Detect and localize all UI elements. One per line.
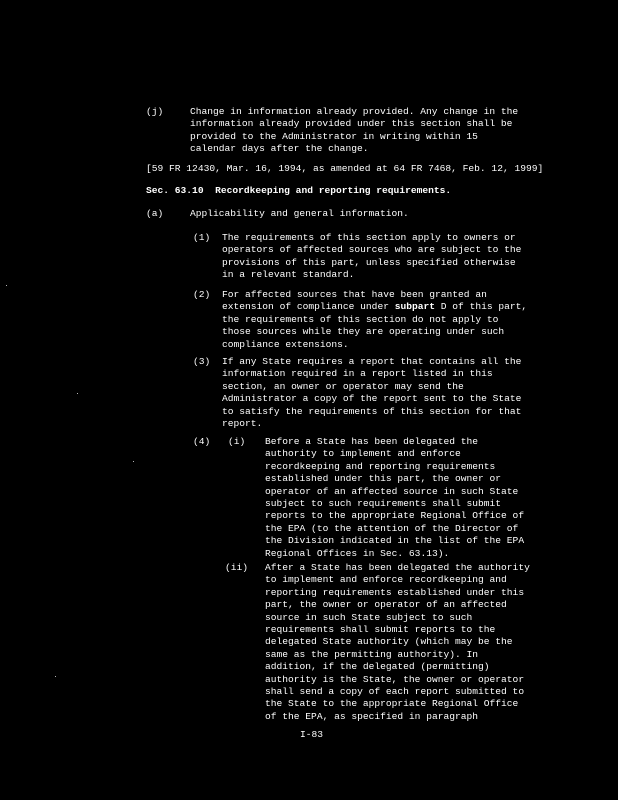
sub-item-4-ii-label: (ii) <box>225 562 249 573</box>
sub-item-2-text-before: For affected sources that have been granted an extension of compliance under <box>222 289 487 313</box>
sub-item-4-label: (4) <box>193 436 211 447</box>
item-j-label: (j) <box>146 106 164 117</box>
sub-item-2-label: (2) <box>193 289 211 300</box>
item-a-text: Applicability and general information. <box>190 208 409 219</box>
scan-speck <box>55 676 56 677</box>
section-heading: Sec. 63.10 Recordkeeping and reporting requirements. <box>146 185 452 196</box>
sub-item-3-text: If any State requires a report that contains all the information required in a report listed in this section, an owner or operator may send the Administrator a copy of the report sent to the State to satisfy the requirements of this section for that report. <box>222 356 522 430</box>
citation: [59 FR 12430, Mar. 16, 1994, as amended at 64 FR 7468, Feb. 12, 1999] <box>146 163 544 174</box>
subpart-bold-term: subpart <box>394 301 436 313</box>
sub-item-2-text-after: D of this part, the requirements of this section do not apply to those sources while they are operating under such compliance extensions. <box>222 301 528 350</box>
sub-item-2-text <box>222 289 602 351</box>
scan-speck <box>77 393 78 394</box>
sub-item-3-label: (3) <box>193 356 211 367</box>
sub-item-4-i-label: (i) <box>228 436 246 447</box>
item-j-text: Change in information already provided. Any change in the information already provided under this section shall be provided to the Administrator in writing within 15 calendar days after the change. <box>190 106 519 155</box>
page-number: I-83 <box>300 729 324 740</box>
sub-item-1-label: (1) <box>193 232 211 243</box>
scan-speck <box>133 461 134 462</box>
item-a-label: (a) <box>146 208 164 219</box>
sub-item-4-i-text: Before a State has been delegated the authority to implement and enforce recordkeeping and reporting requirements established under this part, the owner or operator of an affected source in such State subject to such requirements shall submit reports to the appropriate Regional Office of the EPA (to the attention of the Director of the Division indicated in the list of the EPA Regional Offices in Sec. 63.13). <box>265 436 525 559</box>
scan-speck <box>6 285 7 286</box>
sub-item-1-text: The requirements of this section apply to owners or operators of affected sources who are subject to the provisions of this part, unless specified otherwise in a relevant standard. <box>222 232 522 281</box>
sub-item-4-ii-text: After a State has been delegated the authority to implement and enforce recordkeeping and reporting requirements established under this part, the owner or operator of an affected source in such State subject to such requirements shall submit reports to the delegated State authority (which may be the same as the permitting authority). In addition, if the delegated (permitting) authority is the State, the owner or operator shall send a copy of each report submitted to the State to the appropriate Regional Office of the EPA, as specified in paragraph <box>265 562 530 722</box>
